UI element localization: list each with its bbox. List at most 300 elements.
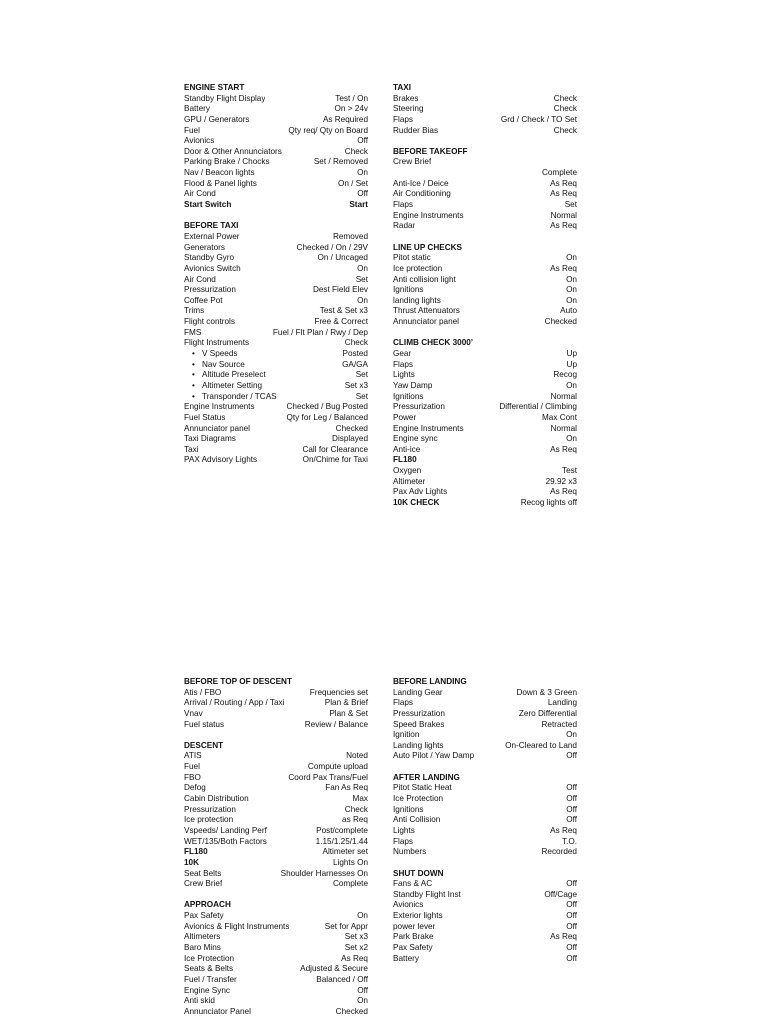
item-value: 1.15/1.25/1.44 xyxy=(315,836,368,846)
item-label: Flaps xyxy=(393,114,414,124)
item-value: On/Chime for Taxi xyxy=(302,455,368,465)
item-value: As Req xyxy=(550,221,577,231)
item-value: Plan & Set xyxy=(329,708,368,718)
item-value: Recorded xyxy=(541,847,577,857)
item-label: Pressurization xyxy=(184,804,236,814)
item-value: Off xyxy=(566,900,577,910)
checklist-item xyxy=(184,328,368,339)
item-label: Pressurization xyxy=(393,708,445,718)
item-value: Max xyxy=(352,794,368,804)
item-value: On xyxy=(566,285,577,295)
item-value: Adjusted & Secure xyxy=(300,964,368,974)
item-label: Flaps xyxy=(393,359,414,369)
checklist-item xyxy=(393,221,577,232)
item-value: As Req xyxy=(550,825,577,835)
item-value: As Req xyxy=(550,932,577,942)
checklist-item xyxy=(393,900,577,911)
item-value: Off xyxy=(566,794,577,804)
item-value: Differential / Climbing xyxy=(499,402,577,412)
item-label: Pax Safety xyxy=(393,943,433,953)
item-value: Off xyxy=(566,783,577,793)
item-value: Set xyxy=(355,274,368,284)
checklist-item xyxy=(393,847,577,858)
item-value: Set x3 xyxy=(344,932,368,942)
checklist-item xyxy=(184,349,368,360)
item-value: Coord Pax Trans/Fuel xyxy=(288,772,368,782)
checklist-item xyxy=(184,826,368,837)
item-value: On xyxy=(566,730,577,740)
item-value: As Req xyxy=(341,953,368,963)
item-value: Lights On xyxy=(332,857,368,867)
item-value: Check xyxy=(553,125,577,135)
item-label: Trims xyxy=(184,306,205,316)
item-label: Lights xyxy=(393,825,415,835)
checklist-item xyxy=(393,200,577,211)
item-label: Pitot Static Heat xyxy=(393,783,452,793)
item-label: Engine sync xyxy=(393,434,438,444)
item-label: landing lights xyxy=(393,295,441,305)
section-spacer xyxy=(393,762,577,773)
item-label: Annunciator panel xyxy=(393,317,460,327)
checklist-item xyxy=(393,402,577,413)
checklist-item xyxy=(184,445,368,456)
checklist-item xyxy=(393,275,577,286)
item-label: Air Cond xyxy=(184,274,216,284)
section-heading: DESCENT xyxy=(184,740,224,750)
item-label: Cabin Distribution xyxy=(184,794,249,804)
item-value: Zero Differential xyxy=(518,708,577,718)
checklist-item xyxy=(184,275,368,286)
item-value: Call for Clearance xyxy=(302,444,368,454)
item-value: On xyxy=(357,911,368,921)
item-label: Engine Sync xyxy=(184,985,230,995)
checklist-item xyxy=(184,794,368,805)
item-label: Flight controls xyxy=(184,317,235,327)
item-value: Check xyxy=(344,338,368,348)
item-label: Ice protection xyxy=(393,263,443,273)
checklist-item xyxy=(393,487,577,498)
item-value: Checked xyxy=(335,1006,368,1016)
item-label: Avionics xyxy=(393,900,424,910)
item-value: Test / On xyxy=(335,93,368,103)
checklist-item xyxy=(393,157,577,168)
checklist-item xyxy=(184,296,368,307)
section-spacer xyxy=(393,136,577,147)
item-value: As Req xyxy=(550,189,577,199)
item-value: Check xyxy=(344,804,368,814)
item-label: Engine Instruments xyxy=(393,210,464,220)
item-value: Posted xyxy=(342,349,368,359)
item-label: Air Conditioning xyxy=(393,189,451,199)
checklist-item xyxy=(184,285,368,296)
item-label: Fuel xyxy=(184,762,200,772)
section-heading: APPROACH xyxy=(184,900,231,910)
item-value: As Required xyxy=(322,114,368,124)
item-label: Battery xyxy=(184,104,210,114)
checklist-item xyxy=(393,360,577,371)
item-label: Door & Other Annunciators xyxy=(184,146,282,156)
checklist-item xyxy=(393,954,577,965)
checklist-item xyxy=(184,858,368,869)
checklist-item xyxy=(184,869,368,880)
checklist-item xyxy=(393,104,577,115)
item-label: Brakes xyxy=(393,93,419,103)
item-label: Ignition xyxy=(393,730,420,740)
item-value: Recog xyxy=(553,370,577,380)
item-label: Lights xyxy=(393,370,415,380)
item-value: Checked / On / 29V xyxy=(296,242,368,252)
checklist-item xyxy=(184,837,368,848)
checklist-item xyxy=(184,168,368,179)
checklist-item xyxy=(393,424,577,435)
item-value: Off xyxy=(566,921,577,931)
checklist-item xyxy=(184,720,368,731)
section-heading: AFTER LANDING xyxy=(393,772,460,782)
checklist-item xyxy=(393,698,577,709)
section-spacer xyxy=(393,328,577,339)
item-value: T.O. xyxy=(561,836,577,846)
section-spacer xyxy=(393,232,577,243)
checklist-item xyxy=(393,741,577,752)
item-value: Noted xyxy=(346,751,368,761)
checklist-item xyxy=(184,402,368,413)
item-value: Balanced / Off xyxy=(316,974,368,984)
checklist-item xyxy=(184,879,368,890)
item-label: Numbers xyxy=(393,847,427,857)
checklist-item xyxy=(184,243,368,254)
item-label: FMS xyxy=(184,327,202,337)
item-value: Landing xyxy=(547,698,577,708)
item-label: Ignitions xyxy=(393,804,424,814)
checklist-item xyxy=(184,964,368,975)
item-label: • Altimeter Setting xyxy=(184,381,262,392)
item-label: FL180 xyxy=(184,847,208,857)
checklist-item xyxy=(393,413,577,424)
checklist-item xyxy=(393,392,577,403)
item-label: Anti skid xyxy=(184,996,215,1006)
checklist-item xyxy=(184,751,368,762)
item-label: PAX Advisory Lights xyxy=(184,455,258,465)
item-value: Removed xyxy=(332,231,368,241)
item-label: Flight Instruments xyxy=(184,338,250,348)
checklist-item xyxy=(184,317,368,328)
item-label: Annunciator Panel xyxy=(184,1006,251,1016)
section-heading: BEFORE TOP OF DESCENT xyxy=(184,677,292,686)
item-value: Off xyxy=(566,804,577,814)
item-value: Review / Balance xyxy=(304,719,368,729)
checklist-item xyxy=(393,815,577,826)
item-label: Power xyxy=(393,412,417,422)
item-value: Set xyxy=(355,391,368,401)
checklist-item xyxy=(393,253,577,264)
item-label: Avionics Switch xyxy=(184,263,241,273)
checklist-item xyxy=(184,434,368,445)
item-value: Max Cont xyxy=(541,412,577,422)
item-label: Thrust Attenuators xyxy=(393,306,460,316)
checklist-item xyxy=(184,338,368,349)
item-label: External Power xyxy=(184,231,240,241)
checklist-item xyxy=(393,264,577,275)
checklist-item xyxy=(393,455,577,466)
item-value: On-Cleared to Land xyxy=(505,740,577,750)
item-value: Free & Correct xyxy=(314,317,368,327)
checklist-item xyxy=(393,837,577,848)
item-value: Qty req/ Qty on Board xyxy=(288,125,368,135)
item-value: Fuel / Flt Plan / Rwy / Dep xyxy=(272,327,368,337)
section-spacer xyxy=(184,211,368,222)
item-value: As Req xyxy=(550,487,577,497)
checklist-item xyxy=(393,466,577,477)
checklist-item xyxy=(393,826,577,837)
item-label: Air Cond xyxy=(184,189,216,199)
item-label: Anti collision light xyxy=(393,274,456,284)
item-value: Set x3 xyxy=(344,380,368,390)
item-value: Fan As Req xyxy=(325,783,368,793)
item-label: ATIS xyxy=(184,751,202,761)
checklist-item xyxy=(184,370,368,381)
item-value: Dest Field Elev xyxy=(312,285,368,295)
checklist-item xyxy=(184,253,368,264)
checklist-item xyxy=(393,751,577,762)
item-label: Pax Adv Lights xyxy=(393,487,448,497)
item-label: Gear xyxy=(393,349,412,359)
item-label: Exterior lights xyxy=(393,911,443,921)
item-label: 10K CHECK xyxy=(393,497,440,507)
checklist-item xyxy=(393,794,577,805)
checklist-item xyxy=(184,975,368,986)
item-label: Yaw Damp xyxy=(393,380,433,390)
item-value: Test & Set x3 xyxy=(319,306,368,316)
checklist-item xyxy=(393,943,577,954)
checklist-item xyxy=(393,189,577,200)
item-label: Standby Flight Display xyxy=(184,93,266,103)
item-label: Taxi Diagrams xyxy=(184,434,236,444)
item-value: Off xyxy=(357,985,368,995)
checklist-item xyxy=(184,126,368,137)
item-value: Auto xyxy=(560,306,577,316)
checklist-item xyxy=(184,932,368,943)
item-value: Qty for Leg / Balanced xyxy=(286,412,368,422)
item-label: Anti Collision xyxy=(393,815,441,825)
item-value: Off xyxy=(566,815,577,825)
item-label: Pressurization xyxy=(184,285,236,295)
checklist-item xyxy=(184,94,368,105)
item-label: Coffee Pot xyxy=(184,295,223,305)
item-value: On xyxy=(566,380,577,390)
item-value: On xyxy=(357,295,368,305)
item-value: Off xyxy=(566,879,577,889)
item-value: On > 24v xyxy=(334,104,368,114)
item-value: Set xyxy=(564,200,577,210)
checklist-column-top-right xyxy=(393,83,577,509)
item-label: Engine Instruments xyxy=(393,423,464,433)
item-value: On / Set xyxy=(337,178,368,188)
item-label: power lever xyxy=(393,921,436,931)
item-label: Altimeter xyxy=(393,476,426,486)
item-label: Flaps xyxy=(393,836,414,846)
item-label: Arrival / Routing / App / Taxi xyxy=(184,698,285,708)
checklist-item xyxy=(184,413,368,424)
item-label: Ice protection xyxy=(184,815,234,825)
item-value xyxy=(573,455,577,466)
item-value: Altimeter set xyxy=(322,847,368,857)
checklist-item xyxy=(393,126,577,137)
item-value: Frequencies set xyxy=(309,687,368,697)
section-spacer xyxy=(184,890,368,901)
checklist-item xyxy=(184,264,368,275)
checklist-item xyxy=(184,115,368,126)
item-label: Generators xyxy=(184,242,225,252)
checklist-item xyxy=(184,996,368,1007)
item-value: Checked xyxy=(544,317,577,327)
checklist-item xyxy=(184,104,368,115)
item-label: Flood & Panel lights xyxy=(184,178,257,188)
item-value: Checked / Bug Posted xyxy=(286,402,368,412)
checklist-item xyxy=(393,211,577,222)
item-value: On xyxy=(357,263,368,273)
checklist-item xyxy=(393,730,577,741)
item-label: • Transponder / TCAS xyxy=(184,392,277,403)
item-value: Post/complete xyxy=(316,825,368,835)
item-label: FBO xyxy=(184,772,201,782)
item-label: Annunciator panel xyxy=(184,423,251,433)
checklist-item xyxy=(184,455,368,466)
item-label: Ice Protection xyxy=(184,953,235,963)
checklist-item xyxy=(393,179,577,190)
item-value xyxy=(573,157,577,168)
checklist-item xyxy=(184,360,368,371)
item-label: Steering xyxy=(393,104,424,114)
checklist-item xyxy=(393,688,577,699)
item-label: Fuel / Transfer xyxy=(184,974,237,984)
checklist-item xyxy=(393,477,577,488)
section-heading: TAXI xyxy=(393,83,412,92)
checklist-item xyxy=(184,179,368,190)
item-value: Start xyxy=(349,200,368,210)
item-value: Set x2 xyxy=(344,943,368,953)
item-value: Normal xyxy=(550,423,577,433)
checklist-item xyxy=(393,720,577,731)
checklist-item xyxy=(393,296,577,307)
item-value: On xyxy=(566,295,577,305)
item-label: Pax Safety xyxy=(184,911,224,921)
item-value: Retracted xyxy=(541,719,577,729)
item-label: Baro Mins xyxy=(184,943,221,953)
item-label: FL180 xyxy=(393,455,417,465)
item-label: Rudder Bias xyxy=(393,125,439,135)
item-value: Complete xyxy=(332,879,368,889)
checklist-item xyxy=(393,805,577,816)
item-label: Battery xyxy=(393,953,419,963)
item-value: Normal xyxy=(550,391,577,401)
item-value: Checked xyxy=(335,423,368,433)
checklist-item xyxy=(184,922,368,933)
item-value: On xyxy=(357,996,368,1006)
checklist-item xyxy=(393,306,577,317)
checklist-item xyxy=(393,115,577,126)
checklist-item xyxy=(184,698,368,709)
item-value: Check xyxy=(344,146,368,156)
item-value: GA/GA xyxy=(342,359,368,369)
section-heading: BEFORE TAKEOFF xyxy=(393,146,468,156)
checklist-item xyxy=(184,954,368,965)
item-label: Ignitions xyxy=(393,391,424,401)
item-label: Radar xyxy=(393,221,416,231)
item-label: Fuel status xyxy=(184,719,225,729)
section-heading: BEFORE LANDING xyxy=(393,677,467,686)
checklist-item xyxy=(393,445,577,456)
item-value: Displayed xyxy=(332,434,368,444)
item-label: Fuel Status xyxy=(184,412,226,422)
checklist-item xyxy=(184,709,368,720)
item-value: Set / Removed xyxy=(313,157,368,167)
checklist-item xyxy=(184,424,368,435)
item-value: As Req xyxy=(550,178,577,188)
item-value: Off xyxy=(566,943,577,953)
checklist-item xyxy=(184,762,368,773)
item-label: Avionics xyxy=(184,136,215,146)
section-spacer xyxy=(393,858,577,869)
checklist-item xyxy=(393,709,577,720)
checklist-item xyxy=(184,392,368,403)
item-value: Check xyxy=(553,93,577,103)
item-value: Test xyxy=(561,466,577,476)
item-value: As Req xyxy=(550,263,577,273)
item-label: Taxi xyxy=(184,444,199,454)
item-label: GPU / Generators xyxy=(184,114,250,124)
item-label: Atis / FBO xyxy=(184,687,222,697)
item-value: Off/Cage xyxy=(544,889,577,899)
item-label: Seat Belts xyxy=(184,868,222,878)
checklist-item xyxy=(184,805,368,816)
item-value: Set for Appr xyxy=(324,921,368,931)
item-label: Speed Brakes xyxy=(393,719,445,729)
item-value: Off xyxy=(357,136,368,146)
item-label: Anti-Ice / Deice xyxy=(393,178,449,188)
checklist-item xyxy=(184,911,368,922)
item-label: Landing lights xyxy=(393,740,444,750)
item-label: Standby Gyro xyxy=(184,253,235,263)
section-heading: LINE UP CHECKS xyxy=(393,242,462,252)
checklist-item xyxy=(393,434,577,445)
checklist-item xyxy=(393,381,577,392)
checklist-item xyxy=(393,783,577,794)
item-value: On xyxy=(566,253,577,263)
item-label: Vspeeds/ Landing Perf xyxy=(184,825,267,835)
item-value: Compute upload xyxy=(307,762,368,772)
item-value: Complete xyxy=(541,168,577,178)
checklist-item xyxy=(393,94,577,105)
checklist-item xyxy=(184,943,368,954)
item-label: Start Switch xyxy=(184,200,232,210)
checklist-item xyxy=(184,688,368,699)
checklist-column-bottom-right xyxy=(393,677,577,964)
item-label: • V Speeds xyxy=(184,349,238,360)
item-label: Pressurization xyxy=(393,402,445,412)
item-value: Up xyxy=(566,359,577,369)
item-label: • Nav Source xyxy=(184,360,245,371)
item-value: Off xyxy=(566,953,577,963)
item-label: Anti-ice xyxy=(393,444,421,454)
item-label: Landing Gear xyxy=(393,687,443,697)
section-heading: SHUT DOWN xyxy=(393,868,444,878)
item-value: On xyxy=(566,434,577,444)
item-label: Flaps xyxy=(393,698,414,708)
item-value: as Req xyxy=(342,815,368,825)
section-heading: BEFORE TAXI xyxy=(184,221,239,231)
item-label: • Altitude Preselect xyxy=(184,370,266,381)
item-label: Fuel xyxy=(184,125,200,135)
